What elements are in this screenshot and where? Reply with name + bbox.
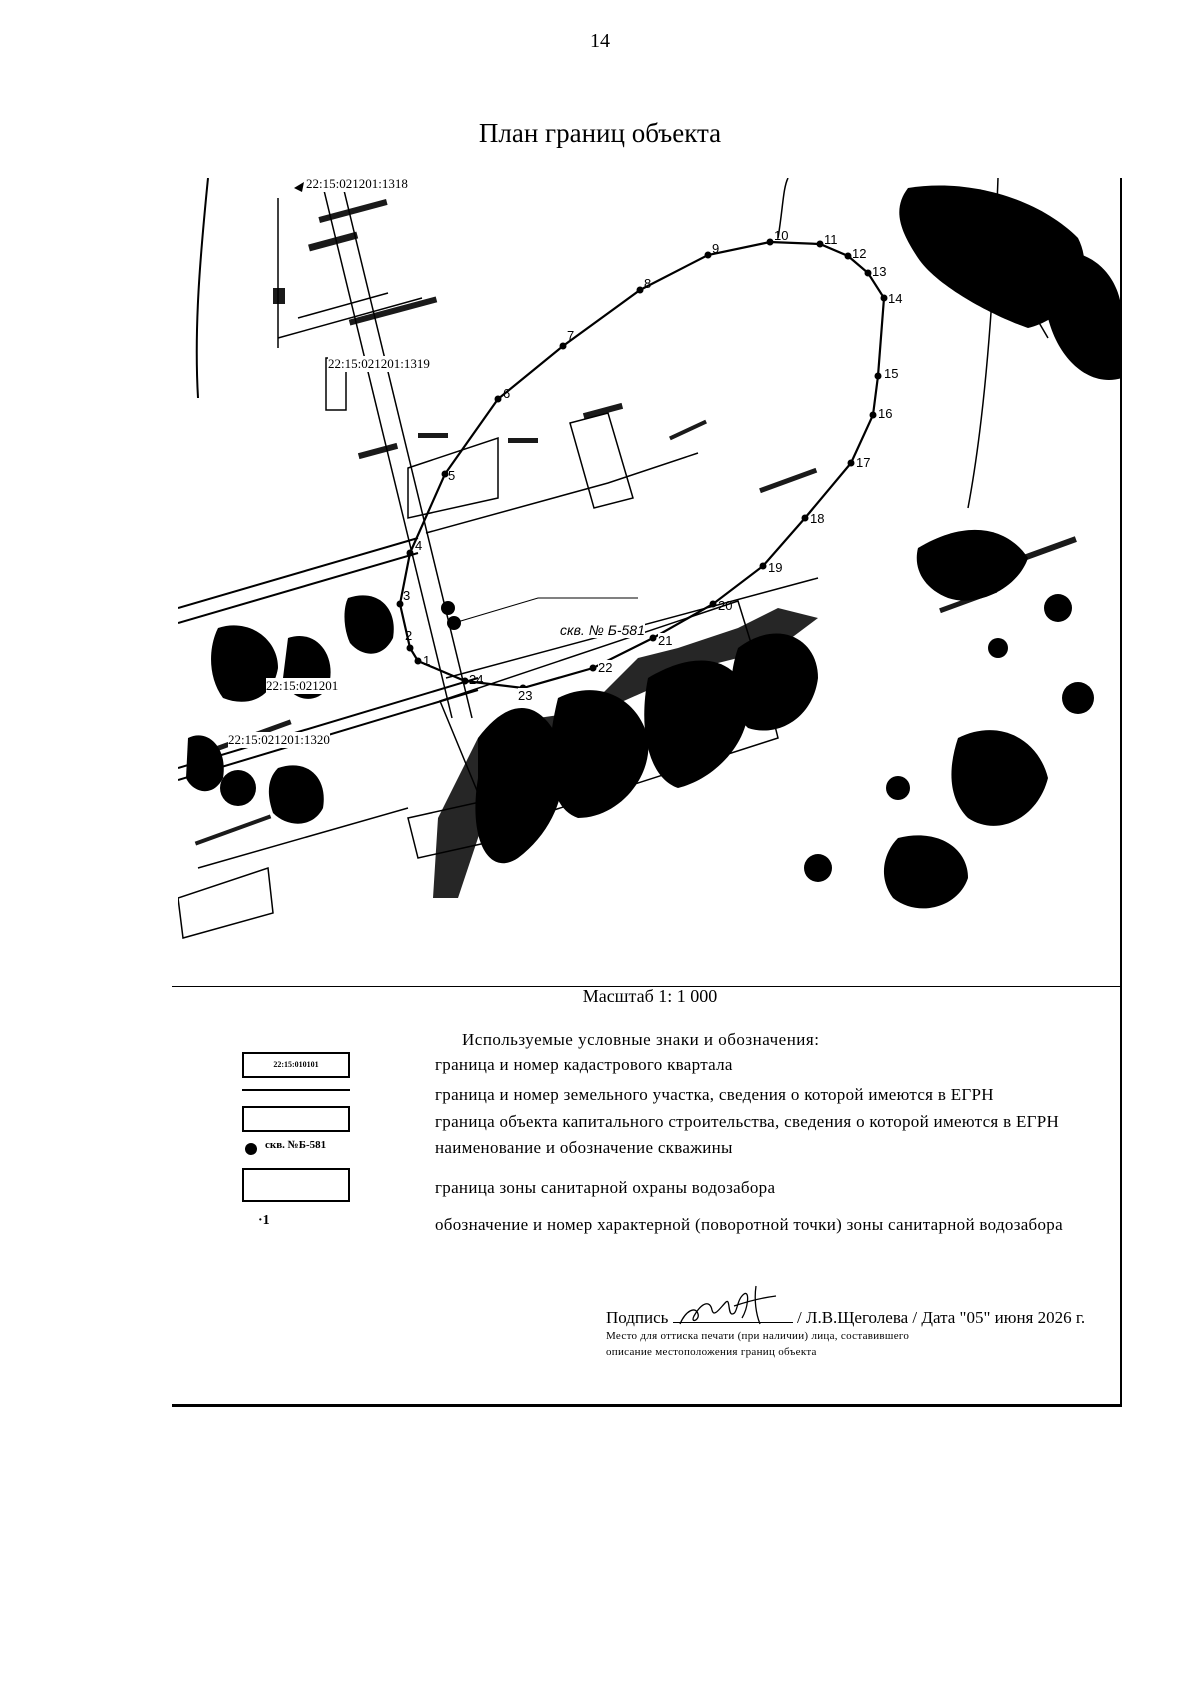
parcel-arrow <box>294 182 304 192</box>
point-label: 11 <box>824 232 838 247</box>
legend-well-sample: скв. №Б-581 <box>265 1139 327 1151</box>
point-label: 15 <box>884 366 899 381</box>
point-label: 18 <box>810 511 825 526</box>
point-label: 14 <box>888 291 903 306</box>
well-leader-line <box>454 598 638 623</box>
point-label: 10 <box>774 228 789 243</box>
legend-well-icon <box>245 1143 257 1155</box>
signature-row <box>606 1308 1085 1328</box>
point-label: 5 <box>448 468 456 483</box>
page-title: План границ объекта <box>478 118 722 148</box>
point-label: 8 <box>644 276 652 291</box>
legend-item-point: обозначение и номер характерной (поворотной точки) зоны санитарной водозабора <box>435 1215 1063 1234</box>
legend-heading: Используемые условные знаки и обозначения: <box>462 1030 820 1049</box>
legend-item-well: наименование и обозначение скважины <box>435 1138 733 1157</box>
legend-parcel-line-symbol <box>242 1089 350 1091</box>
page-number: 14 <box>590 30 610 52</box>
parcel-label-1318: 22:15:021201:1318 <box>306 178 408 191</box>
legend-item-zone: граница зоны санитарной охраны водозабора <box>435 1178 776 1197</box>
vegetation-dark <box>186 185 1122 908</box>
stamp-note-line-1: Место для оттиска печати (при наличии) лица, составившего <box>606 1330 910 1342</box>
signature-label: Подпись <box>606 1308 669 1327</box>
point-label: 6 <box>503 386 511 401</box>
stamp-note-line-2: описание местоположения границ объекта <box>606 1346 817 1358</box>
legend-item-building: граница объекта капитального строительства, сведения о которой имеются в ЕГРН <box>435 1112 1060 1131</box>
legend-building-symbol <box>242 1106 350 1132</box>
point-label: 7 <box>567 328 575 343</box>
point-label: 19 <box>768 560 783 575</box>
point-label: 12 <box>852 246 867 261</box>
legend-point-symbol: ·1 <box>258 1213 270 1228</box>
point-label: 24 <box>469 672 484 687</box>
map-scale: Масштаб 1: 1 000 <box>582 986 718 1006</box>
point-label: 23 <box>518 688 533 703</box>
sheet-border-bottom <box>172 1404 1122 1407</box>
point-label: 13 <box>872 264 887 279</box>
parcel-label-1320: 22:15:021201:1320 <box>228 732 330 747</box>
sheet-border-right <box>1120 178 1122 1406</box>
signature-line <box>673 1308 793 1323</box>
point-label: 16 <box>878 406 893 421</box>
legend-zone-symbol <box>242 1168 350 1202</box>
boundary-map <box>178 178 1122 976</box>
legend-item-parcel: граница и номер земельного участка, сведения о которой имеются в ЕГРН <box>435 1085 994 1104</box>
point-label: 20 <box>718 598 733 613</box>
well-label: скв. № Б-581 <box>560 622 645 638</box>
point-label: 17 <box>856 455 871 470</box>
signature-name-date: / Л.В.Щеголева / Дата "05" июня 2026 г. <box>796 1308 1086 1327</box>
quarter-label: 22:15:021201 <box>266 678 339 693</box>
point-label: 2 <box>405 628 413 643</box>
legend-item-quarter: граница и номер кадастрового квартала <box>435 1055 733 1074</box>
point-label: 1 <box>423 653 431 668</box>
point-label: 22 <box>598 660 613 675</box>
point-label: 9 <box>712 241 720 256</box>
legend-quarter-symbol: 22:15:010101 <box>242 1052 350 1078</box>
point-label: 21 <box>658 633 673 648</box>
point-label: 3 <box>403 588 411 603</box>
point-label: 4 <box>415 538 423 553</box>
parcel-label-1319: 22:15:021201:1319 <box>328 356 430 371</box>
